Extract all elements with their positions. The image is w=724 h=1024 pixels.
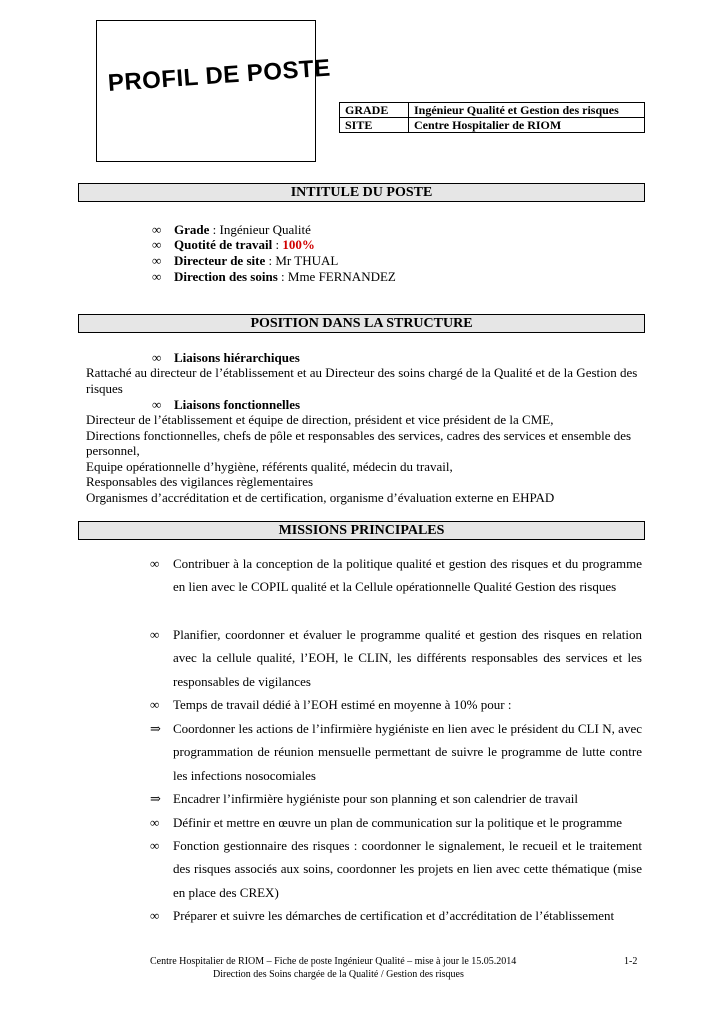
- item-value: Ingénieur Qualité: [219, 222, 311, 237]
- item-label: Directeur de site: [174, 253, 266, 268]
- liaison-line: Responsables des vigilances règlementaires: [86, 474, 314, 490]
- section-heading-position: POSITION DANS LA STRUCTURE: [78, 314, 645, 333]
- item-value: Mme FERNANDEZ: [287, 269, 396, 284]
- item-value: 100%: [282, 237, 315, 252]
- item-sep: :: [277, 269, 288, 284]
- mission-item: [150, 552, 642, 599]
- mission-text: Contribuer à la conception de la politique qualité et gestion des risques et du programme en lien avec le COPIL qualité et la Cellule opérationnelle Qualité Gestion des risques: [173, 556, 642, 595]
- footer-line-2: Direction des Soins chargée de la Qualité / Gestion des risques: [213, 969, 464, 980]
- arrow-right-icon: ⇒: [150, 721, 161, 736]
- bullet-icon: ∞: [152, 269, 162, 284]
- bullet-icon: ∞: [152, 253, 162, 268]
- liaison-line: Directions fonctionnelles, chefs de pôle et responsables des services, cadres des services et ensemble des personnel,: [86, 427, 632, 459]
- item-label: Grade: [174, 222, 210, 237]
- item-label: Quotité de travail: [174, 237, 273, 252]
- info-row-grade: [340, 103, 645, 118]
- item-sep: :: [265, 253, 276, 268]
- logo-title: PROFIL DE POSTE: [107, 54, 332, 97]
- mission-text: Encadrer l’infirmière hygiéniste pour son planning et son calendrier de travail: [173, 791, 579, 806]
- bullet-icon: ∞: [152, 397, 162, 412]
- subheading-label: Liaisons hiérarchiques: [174, 350, 300, 365]
- bullet-icon: ∞: [150, 627, 160, 642]
- liaisons-fonctionnelles-heading: [152, 397, 300, 413]
- mission-item: [150, 717, 642, 787]
- info-value: Centre Hospitalier de RIOM: [409, 118, 645, 133]
- mission-item: [150, 811, 642, 834]
- intitule-item-quotite: [152, 237, 315, 253]
- liaisons-hierarchiques-heading: [152, 350, 300, 366]
- page-number: 1-2: [624, 956, 638, 967]
- intitule-item-direction: [152, 269, 396, 285]
- bullet-icon: ∞: [150, 838, 160, 853]
- arrow-right-icon: ⇒: [150, 791, 161, 806]
- mission-item: [150, 693, 642, 716]
- liaisons-hierarchiques-text: Rattaché au directeur de l’établissement et au Directeur des soins chargé de la Qualité et de la Gestion des risques: [86, 365, 638, 396]
- bullet-icon: ∞: [150, 697, 160, 712]
- info-key: GRADE: [340, 103, 409, 118]
- info-table: [339, 102, 645, 133]
- section-heading-intitule: INTITULE DU POSTE: [78, 183, 645, 202]
- mission-item: [150, 904, 642, 927]
- footer-line-1: Centre Hospitalier de RIOM – Fiche de poste Ingénieur Qualité – mise à jour le 15.05.2014: [150, 956, 517, 967]
- info-value: Ingénieur Qualité et Gestion des risques: [409, 103, 645, 118]
- liaisons-fonctionnelles-list: [86, 412, 646, 506]
- bullet-icon: ∞: [152, 222, 162, 237]
- item-sep: :: [209, 222, 220, 237]
- mission-item: [150, 623, 642, 693]
- mission-text: Définir et mettre en œuvre un plan de communication sur la politique et le programme: [173, 815, 623, 830]
- mission-text: Coordonner les actions de l’infirmière hygiéniste en lien avec le président du CLI N, avec programmation de réunion mensuelle permettant de suivre le programme de lutte contre les infections nosocomiales: [173, 721, 642, 783]
- mission-text: Temps de travail dédié à l’EOH estimé en moyenne à 10% pour :: [173, 697, 512, 712]
- item-label: Direction des soins: [174, 269, 278, 284]
- info-row-site: [340, 118, 645, 133]
- intitule-item-directeur: [152, 253, 338, 269]
- info-key: SITE: [340, 118, 409, 133]
- mission-item: [150, 834, 642, 904]
- mission-text: Planifier, coordonner et évaluer le programme qualité et gestion des risques en relation avec la cellule qualité, l’EOH, le CLIN, les différents responsables des services et les responsables de vigilances: [173, 627, 642, 689]
- item-sep: :: [272, 237, 283, 252]
- bullet-icon: ∞: [152, 237, 162, 252]
- mission-text: Fonction gestionnaire des risques : coordonner le signalement, le recueil et le traitement des risques associés aux soins, coordonner les projets en lien avec cette thématique (mise en place des CREX): [173, 838, 642, 900]
- bullet-icon: ∞: [150, 815, 160, 830]
- subheading-label: Liaisons fonctionnelles: [174, 397, 301, 412]
- item-value: Mr THUAL: [275, 253, 339, 268]
- mission-item: [150, 787, 642, 810]
- bullet-icon: ∞: [152, 350, 162, 365]
- mission-text: Préparer et suivre les démarches de certification et d’accréditation de l’établissement: [173, 908, 615, 923]
- liaison-line: Organismes d’accréditation et de certification, organisme d’évaluation externe en EHPAD: [86, 489, 555, 505]
- liaison-line: Directeur de l’établissement et équipe de direction, président et vice président de la CME,: [86, 412, 554, 427]
- section-heading-missions: MISSIONS PRINCIPALES: [78, 521, 645, 540]
- bullet-icon: ∞: [150, 908, 160, 923]
- bullet-icon: ∞: [150, 556, 160, 571]
- intitule-item-grade: [152, 222, 311, 238]
- liaison-line: Equipe opérationnelle d’hygiène, référents qualité, médecin du travail,: [86, 458, 453, 474]
